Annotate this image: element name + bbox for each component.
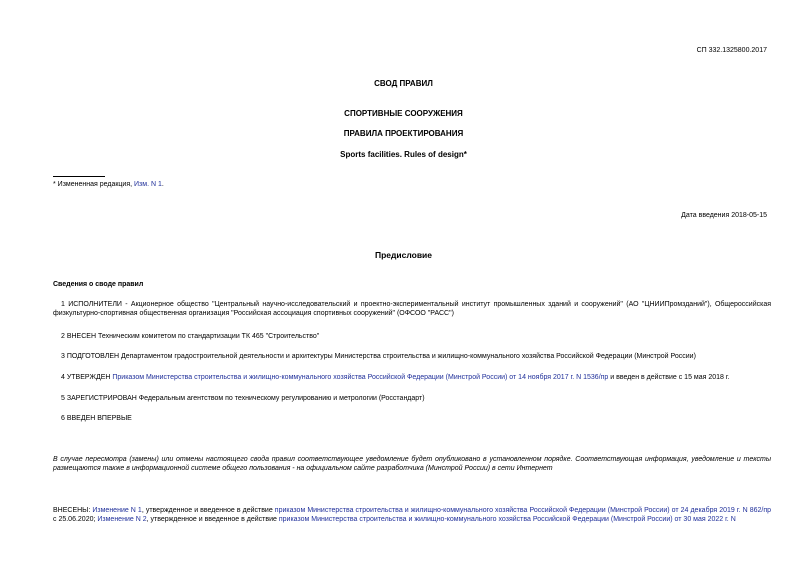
title-design-rules: ПРАВИЛА ПРОЕКТИРОВАНИЯ <box>343 129 464 138</box>
order-2022-link[interactable]: приказом Министерства строительства и жилищно-коммунального хозяйства Российской Федерации (Минстрой России) от 30 мая 2022 г. N <box>278 516 736 524</box>
title-sport-facilities: СПОРТИВНЫЕ СООРУЖЕНИЯ <box>344 109 463 118</box>
introduction-date: Дата введения 2018-05-15 <box>681 212 767 219</box>
item-6-text: 6 ВВЕДЕН ВПЕРВЫЕ <box>61 415 132 422</box>
preface-subtitle: Сведения о своде правил <box>53 281 144 288</box>
changes-introduced <box>53 506 771 525</box>
changes-mid-1: , утвержденное и введенное в действие <box>141 507 275 514</box>
item-5-registered <box>53 394 771 403</box>
document-code: СП 332.1325800.2017 <box>696 47 767 54</box>
changes-prefix: ВНЕСЕНЫ: <box>53 507 93 514</box>
item-2-text: 2 ВНЕСЕН Техническим комитетом по стандартизации ТК 465 "Строительство" <box>61 333 320 340</box>
footnote <box>53 180 164 189</box>
item-4-order-link[interactable]: Приказом Министерства строительства и жилищно-коммунального хозяйства Российской Федерации (Минстрой России) от 14 ноября 2017 г. N 1536/пр <box>112 374 609 381</box>
item-6-introduced <box>53 414 771 423</box>
footnote-change-link[interactable]: Изм. N 1 <box>134 181 162 188</box>
item-1-executors <box>53 300 771 319</box>
title-svod-pravil: СВОД ПРАВИЛ <box>374 79 433 88</box>
item-1-text: 1 ИСПОЛНИТЕЛИ - Акционерное общество "Центральный научно-исследовательский и проектно-экспериментальный институт промышленных зданий и сооружений" (АО "ЦНИИПромзданий"), Общероссийская физкультурно-спортивная общественная организация "Российская ассоциация спортивных сооружений" (ОФСОО "РАСС") <box>53 301 771 318</box>
item-4-prefix: 4 УТВЕРЖДЕН <box>61 374 113 381</box>
preface-title: Предисловие <box>374 250 433 260</box>
revision-notice: В случае пересмотра (замены) или отмены настоящего свода правил соответствующее уведомление будет опубликовано в установленном порядке. Соответствующая информация, уведомление и тексты размещаются также в информационной системе общего пользования - на официальном сайте разработчика (Минстрой России) в сети Интернет <box>53 456 771 473</box>
item-4-suffix: и введен в действие с 15 мая 2018 г. <box>608 374 730 381</box>
item-4-approved <box>53 373 771 382</box>
footnote-text: * Измененная редакция, <box>53 181 135 188</box>
changes-mid-2: с 25.06.2020; <box>53 516 98 524</box>
title-english: Sports facilities. Rules of design* <box>340 150 467 159</box>
footnote-suffix: . <box>161 181 164 188</box>
change-1-link[interactable]: Изменение N 1 <box>92 507 142 514</box>
item-3-prepared <box>53 352 771 361</box>
item-5-text: 5 ЗАРЕГИСТРИРОВАН Федеральным агентством по техническому регулированию и метрологии (Росстандарт) <box>61 395 425 402</box>
change-2-link[interactable]: Изменение N 2 <box>97 516 147 524</box>
item-2-submitted <box>53 332 771 341</box>
item-3-text: 3 ПОДГОТОВЛЕН Департаментом градостроительной деятельности и архитектуры Министерства строительства и жилищно-коммунального хозяйства Российской Федерации (Минстрой России) <box>61 353 696 360</box>
order-2019-link[interactable]: приказом Министерства строительства и жилищно-коммунального хозяйства Российской Федерации (Минстрой России) от 24 декабря 2019 г. N 862/пр <box>274 507 771 514</box>
footnote-divider <box>53 176 105 177</box>
changes-mid-3: , утвержденное и введенное в действие <box>146 516 279 524</box>
